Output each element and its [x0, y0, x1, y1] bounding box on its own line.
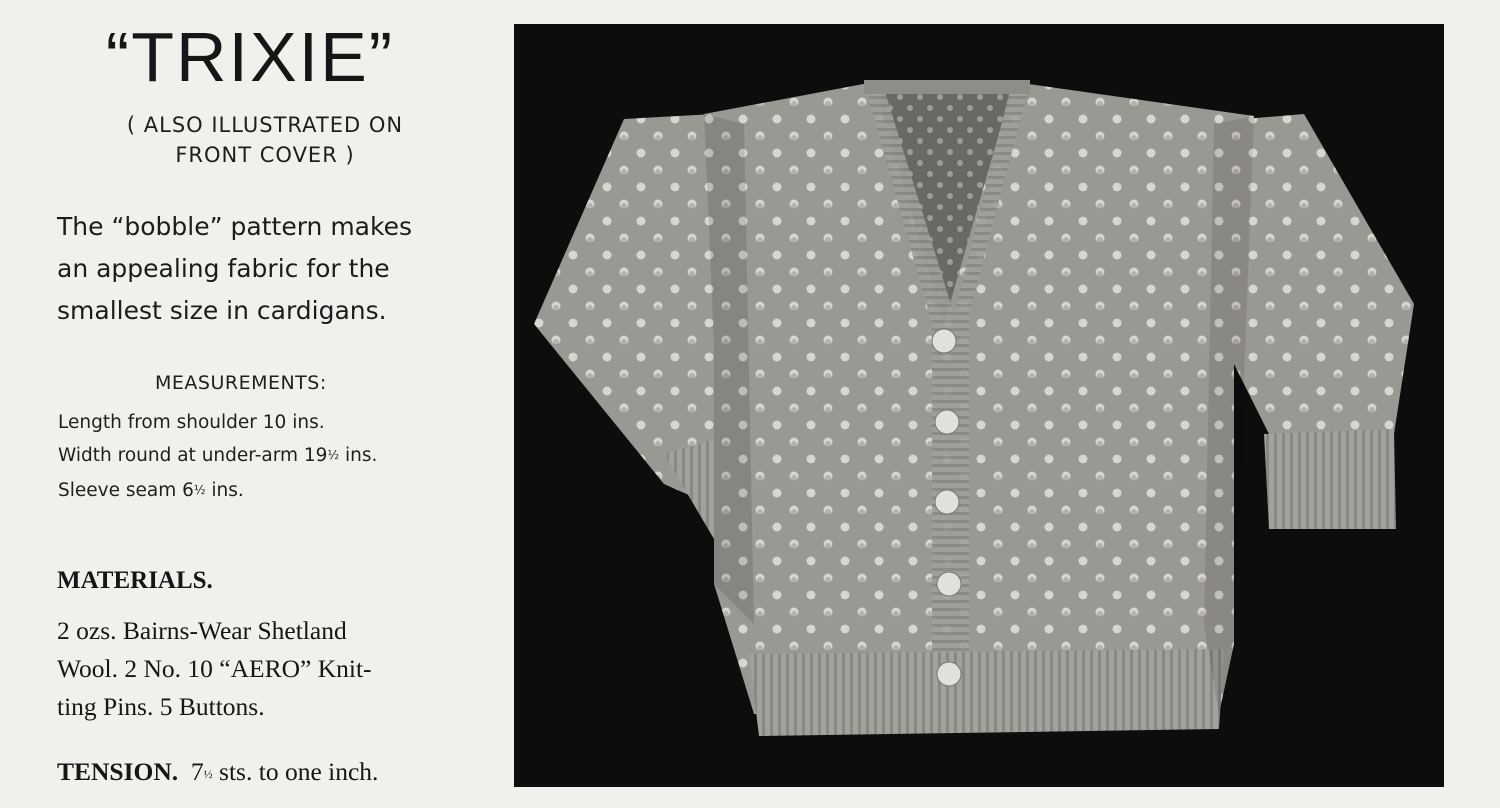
cardigan-illustration [514, 24, 1444, 787]
subtitle [40, 110, 490, 170]
measurements-heading: MEASUREMENTS: [155, 372, 327, 394]
cardigan-photo [514, 24, 1444, 787]
button [935, 490, 959, 514]
materials-body [57, 612, 485, 726]
text-column [0, 0, 512, 808]
intro-line: an appealing fabric for the [57, 254, 390, 283]
button [935, 410, 959, 434]
right-cuff [1264, 429, 1396, 529]
button [932, 329, 956, 353]
measurement-width: Width round at under-arm 19½ ins. [58, 445, 378, 466]
intro-paragraph [57, 206, 487, 332]
subtitle-line: FRONT COVER ) [175, 143, 355, 167]
tension-heading: TENSION. [57, 757, 179, 786]
pattern-title: “TRIXIE” [105, 18, 395, 96]
measurements-list [58, 406, 377, 509]
button [937, 662, 961, 686]
intro-line: smallest size in cardigans. [57, 296, 387, 325]
tension-line: TENSION. 7½ sts. to one inch. [57, 757, 379, 786]
materials-line: 2 ozs. Bairns-Wear Shetland [57, 616, 347, 645]
materials-heading: MATERIALS. [57, 567, 213, 594]
neck-band [864, 80, 1030, 94]
measurement-sleeve: Sleeve seam 6½ ins. [58, 480, 244, 501]
measurement-length: Length from shoulder 10 ins. [58, 412, 325, 433]
materials-line: ting Pins. 5 Buttons. [57, 692, 265, 721]
button [937, 572, 961, 596]
subtitle-line: ( ALSO ILLUSTRATED ON [126, 113, 404, 137]
materials-line: Wool. 2 No. 10 “AERO” Knit- [57, 654, 372, 683]
intro-line: The “bobble” pattern makes [57, 212, 412, 241]
waist-rib [749, 649, 1224, 736]
